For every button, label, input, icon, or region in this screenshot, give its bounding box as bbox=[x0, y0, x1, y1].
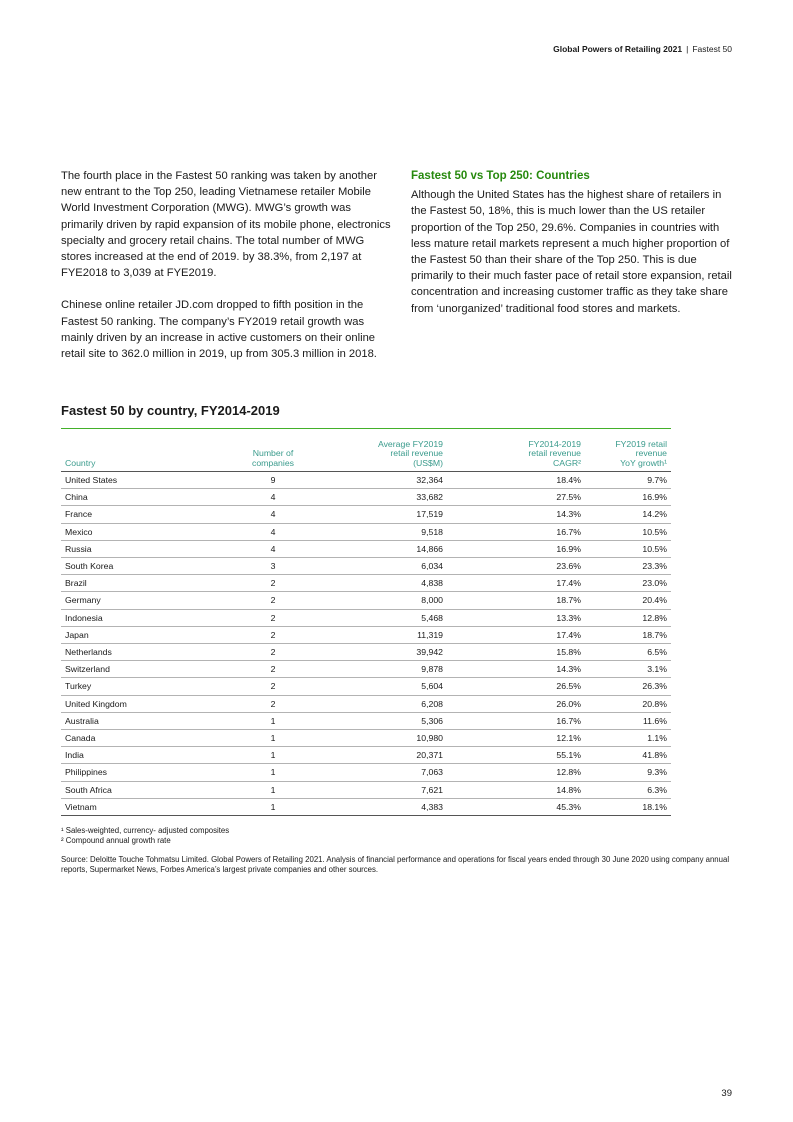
cell-cagr: 14.3% bbox=[447, 661, 585, 678]
cell-yoy-growth: 23.0% bbox=[585, 575, 671, 592]
cell-yoy-growth: 26.3% bbox=[585, 678, 671, 695]
cell-cagr: 18.4% bbox=[447, 472, 585, 489]
table-row bbox=[61, 764, 671, 781]
table-row bbox=[61, 730, 671, 747]
table-row bbox=[61, 798, 671, 815]
table-row bbox=[61, 661, 671, 678]
cell-country: France bbox=[61, 506, 219, 523]
table-row bbox=[61, 523, 671, 540]
cell-cagr: 26.0% bbox=[447, 695, 585, 712]
cell-avg-revenue: 32,364 bbox=[327, 472, 447, 489]
cell-companies: 1 bbox=[219, 798, 327, 815]
header-yoy-growth: FY2019 retail revenue YoY growth¹ bbox=[585, 429, 671, 472]
cell-companies: 4 bbox=[219, 489, 327, 506]
cell-avg-revenue: 17,519 bbox=[327, 506, 447, 523]
cell-avg-revenue: 10,980 bbox=[327, 730, 447, 747]
cell-yoy-growth: 14.2% bbox=[585, 506, 671, 523]
cell-cagr: 12.1% bbox=[447, 730, 585, 747]
cell-yoy-growth: 1.1% bbox=[585, 730, 671, 747]
header-country: Country bbox=[61, 429, 219, 472]
right-column bbox=[411, 168, 733, 317]
cell-country: Netherlands bbox=[61, 644, 219, 661]
cell-avg-revenue: 7,063 bbox=[327, 764, 447, 781]
cell-companies: 9 bbox=[219, 472, 327, 489]
cell-companies: 1 bbox=[219, 747, 327, 764]
cell-country: Switzerland bbox=[61, 661, 219, 678]
cell-yoy-growth: 11.6% bbox=[585, 712, 671, 729]
cell-avg-revenue: 5,604 bbox=[327, 678, 447, 695]
cell-yoy-growth: 16.9% bbox=[585, 489, 671, 506]
cell-yoy-growth: 9.3% bbox=[585, 764, 671, 781]
page-number: 39 bbox=[721, 1088, 732, 1099]
cell-avg-revenue: 5,306 bbox=[327, 712, 447, 729]
table-body bbox=[61, 472, 671, 816]
table-row bbox=[61, 506, 671, 523]
source-note: Source: Deloitte Touche Tohmatsu Limited. Global Powers of Retailing 2021. Analysis of financial performance and operations for fiscal years ended through 30 June 2020 using company annual reports, Supermarket News, Forbes America’s largest private companies and other sources. bbox=[61, 855, 730, 874]
cell-cagr: 45.3% bbox=[447, 798, 585, 815]
cell-yoy-growth: 41.8% bbox=[585, 747, 671, 764]
cell-country: Brazil bbox=[61, 575, 219, 592]
cell-avg-revenue: 4,838 bbox=[327, 575, 447, 592]
cell-yoy-growth: 6.5% bbox=[585, 644, 671, 661]
left-paragraph-1: The fourth place in the Fastest 50 ranking was taken by another new entrant to the Top 250, leading Vietnamese retailer Mobile World Investment Corporation (MWG). MWG’s growth was primarily driven by rapid expansion of its mobile phone, electronics specialty and grocery retail chains. The total number of MWG stores increased at the end of 2019. by 38.3%, from 2,197 at FYE2018 to 3,039 at FYE2019. bbox=[61, 170, 391, 280]
cell-companies: 1 bbox=[219, 712, 327, 729]
country-table bbox=[61, 428, 671, 816]
footnotes bbox=[61, 826, 733, 846]
cell-yoy-growth: 12.8% bbox=[585, 609, 671, 626]
cell-country: United Kingdom bbox=[61, 695, 219, 712]
cell-cagr: 18.7% bbox=[447, 592, 585, 609]
cell-companies: 2 bbox=[219, 695, 327, 712]
cell-yoy-growth: 23.3% bbox=[585, 558, 671, 575]
cell-yoy-growth: 18.1% bbox=[585, 798, 671, 815]
cell-country: Canada bbox=[61, 730, 219, 747]
cell-country: Mexico bbox=[61, 523, 219, 540]
cell-avg-revenue: 6,034 bbox=[327, 558, 447, 575]
cell-yoy-growth: 9.7% bbox=[585, 472, 671, 489]
cell-cagr: 16.7% bbox=[447, 712, 585, 729]
right-paragraph: Although the United States has the highest share of retailers in the Fastest 50, 18%, this is much lower than the US retailer proportion of the Top 250, 29.6%. Companies in countries with less mature retail markets represent a much higher proportion of the Fastest 50 than their share of the Top 250. This is due primarily to their much faster pace of retail store expansion, retail concentration and increasing customer traffic as they take share from ‘unorganized’ traditional food stores and markets. bbox=[411, 189, 732, 315]
cell-yoy-growth: 3.1% bbox=[585, 661, 671, 678]
table-row bbox=[61, 712, 671, 729]
cell-country: China bbox=[61, 489, 219, 506]
cell-country: Philippines bbox=[61, 764, 219, 781]
table-row bbox=[61, 609, 671, 626]
header-separator: | bbox=[686, 44, 689, 54]
cell-avg-revenue: 9,878 bbox=[327, 661, 447, 678]
cell-companies: 4 bbox=[219, 523, 327, 540]
table-row bbox=[61, 558, 671, 575]
cell-companies: 2 bbox=[219, 678, 327, 695]
cell-avg-revenue: 4,383 bbox=[327, 798, 447, 815]
table-row bbox=[61, 644, 671, 661]
cell-country: Turkey bbox=[61, 678, 219, 695]
cell-companies: 4 bbox=[219, 540, 327, 557]
cell-avg-revenue: 14,866 bbox=[327, 540, 447, 557]
cell-cagr: 14.3% bbox=[447, 506, 585, 523]
cell-country: Vietnam bbox=[61, 798, 219, 815]
table-row bbox=[61, 489, 671, 506]
cell-country: Russia bbox=[61, 540, 219, 557]
cell-yoy-growth: 10.5% bbox=[585, 540, 671, 557]
report-title: Global Powers of Retailing 2021 bbox=[553, 44, 683, 54]
footnote-2: ² Compound annual growth rate bbox=[61, 836, 171, 845]
table-row bbox=[61, 781, 671, 798]
section-name: Fastest 50 bbox=[692, 44, 732, 54]
cell-companies: 1 bbox=[219, 781, 327, 798]
table-header-row bbox=[61, 429, 671, 472]
cell-companies: 3 bbox=[219, 558, 327, 575]
cell-cagr: 13.3% bbox=[447, 609, 585, 626]
cell-yoy-growth: 20.4% bbox=[585, 592, 671, 609]
cell-cagr: 17.4% bbox=[447, 575, 585, 592]
header-cagr: FY2014-2019 retail revenue CAGR² bbox=[447, 429, 585, 472]
cell-companies: 2 bbox=[219, 661, 327, 678]
cell-country: Australia bbox=[61, 712, 219, 729]
cell-cagr: 55.1% bbox=[447, 747, 585, 764]
cell-country: Japan bbox=[61, 626, 219, 643]
left-paragraph-2: Chinese online retailer JD.com dropped to fifth position in the Fastest 50 ranking. The company’s FY2019 retail growth was mainly driven by an increase in active customers on their online retail site to 362.0 million in 2019, up from 305.3 million in 2018. bbox=[61, 299, 377, 361]
cell-country: Indonesia bbox=[61, 609, 219, 626]
cell-avg-revenue: 5,468 bbox=[327, 609, 447, 626]
header-average-revenue: Average FY2019 retail revenue (US$M) bbox=[327, 429, 447, 472]
cell-country: South Africa bbox=[61, 781, 219, 798]
cell-companies: 4 bbox=[219, 506, 327, 523]
table-row bbox=[61, 540, 671, 557]
cell-companies: 2 bbox=[219, 609, 327, 626]
cell-avg-revenue: 11,319 bbox=[327, 626, 447, 643]
header-number-of-companies: Number of companies bbox=[219, 429, 327, 472]
right-column-heading: Fastest 50 vs Top 250: Countries bbox=[411, 170, 590, 182]
running-head bbox=[553, 44, 732, 54]
cell-cagr: 16.7% bbox=[447, 523, 585, 540]
cell-cagr: 23.6% bbox=[447, 558, 585, 575]
cell-companies: 1 bbox=[219, 730, 327, 747]
cell-avg-revenue: 20,371 bbox=[327, 747, 447, 764]
cell-country: Germany bbox=[61, 592, 219, 609]
table-row bbox=[61, 592, 671, 609]
cell-yoy-growth: 18.7% bbox=[585, 626, 671, 643]
cell-country: United States bbox=[61, 472, 219, 489]
table-row bbox=[61, 747, 671, 764]
table-row bbox=[61, 695, 671, 712]
cell-avg-revenue: 33,682 bbox=[327, 489, 447, 506]
cell-cagr: 12.8% bbox=[447, 764, 585, 781]
cell-companies: 2 bbox=[219, 644, 327, 661]
cell-yoy-growth: 6.3% bbox=[585, 781, 671, 798]
cell-companies: 2 bbox=[219, 575, 327, 592]
cell-yoy-growth: 10.5% bbox=[585, 523, 671, 540]
cell-companies: 2 bbox=[219, 592, 327, 609]
cell-avg-revenue: 7,621 bbox=[327, 781, 447, 798]
country-table-wrapper bbox=[61, 428, 671, 816]
table-row bbox=[61, 575, 671, 592]
cell-cagr: 14.8% bbox=[447, 781, 585, 798]
cell-avg-revenue: 8,000 bbox=[327, 592, 447, 609]
cell-cagr: 17.4% bbox=[447, 626, 585, 643]
table-title: Fastest 50 by country, FY2014-2019 bbox=[61, 403, 280, 418]
cell-avg-revenue: 9,518 bbox=[327, 523, 447, 540]
cell-companies: 1 bbox=[219, 764, 327, 781]
table-row bbox=[61, 472, 671, 489]
cell-cagr: 16.9% bbox=[447, 540, 585, 557]
cell-avg-revenue: 39,942 bbox=[327, 644, 447, 661]
cell-cagr: 27.5% bbox=[447, 489, 585, 506]
cell-cagr: 26.5% bbox=[447, 678, 585, 695]
cell-cagr: 15.8% bbox=[447, 644, 585, 661]
cell-yoy-growth: 20.8% bbox=[585, 695, 671, 712]
table-row bbox=[61, 626, 671, 643]
cell-companies: 2 bbox=[219, 626, 327, 643]
cell-avg-revenue: 6,208 bbox=[327, 695, 447, 712]
cell-country: India bbox=[61, 747, 219, 764]
left-column bbox=[61, 168, 391, 378]
table-row bbox=[61, 678, 671, 695]
cell-country: South Korea bbox=[61, 558, 219, 575]
footnote-1: ¹ Sales-weighted, currency- adjusted composites bbox=[61, 826, 230, 835]
